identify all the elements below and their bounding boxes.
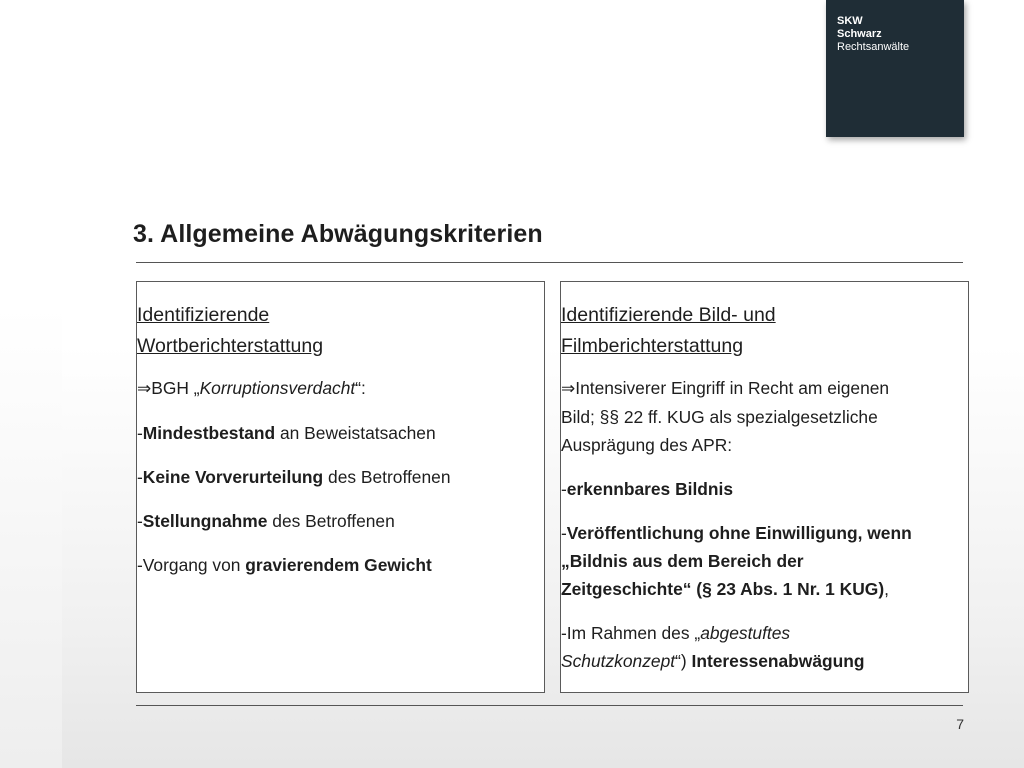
dash: - [137,555,143,575]
item-text: Vorgang von [142,555,246,575]
item-text: des Betroffenen [323,467,451,487]
item-tail: , [884,579,889,599]
right-list-item-2 [561,519,966,603]
bgh-suffix: “: [355,378,366,398]
bottom-divider [136,705,963,706]
left-background-band [0,0,62,768]
item-bold: Stellungnahme [142,511,268,531]
dash: - [137,511,143,531]
item-bold: Mindestbestand [142,423,276,443]
logo-line-skw: SKW [837,15,863,27]
item-text: des Betroffenen [267,511,395,531]
dash: - [561,523,567,543]
dash: - [561,623,567,643]
item-bold: Interessenabwägung [691,651,865,671]
item-bold-line1: Veröffentlichung ohne Einwilligung, wenn [566,523,912,543]
implies-arrow-icon: ⇒ [137,379,152,398]
top-divider [136,262,963,263]
page-number: 7 [956,716,964,732]
item-bold-line2: „Bildnis aus dem Bereich der [561,551,804,571]
item-bold: erkennbares Bildnis [566,479,734,499]
right-heading-line1: Identifizierende Bild- und [561,304,776,326]
bgh-case-name: Korruptionsverdacht [199,378,356,398]
left-list-item-1 [137,419,542,447]
left-textbox-wortberichterstattung [136,281,545,693]
item-bold: gravierendem Gewicht [245,555,432,575]
left-heading-line1: Identifizierende [137,304,270,326]
item-text: Im Rahmen des „ [566,623,701,643]
item-italic-line2: Schutzkonzept [561,651,676,671]
intro-line3: Ausprägung des APR: [561,435,733,455]
dash: - [137,467,143,487]
item-bold-line3: Zeitgeschichte“ (§ 23 Abs. 1 Nr. 1 KUG) [561,579,885,599]
bgh-line [137,374,542,403]
right-list-item-3 [561,619,966,675]
logo-line-schwarz: Schwarz [837,28,882,40]
left-list-item-4 [137,551,542,579]
slide-title: 3. Allgemeine Abwägungskriterien [133,220,543,248]
left-list-item-2 [137,463,542,491]
right-intro [561,374,966,459]
intro-line1: Intensiverer Eingriff in Recht am eigenen [575,378,890,398]
item-bold: Keine Vorverurteilung [142,467,324,487]
item-italic-line1: abgestuftes [700,623,791,643]
item-mid: “) [675,651,692,671]
right-list-item-1 [561,475,966,503]
right-heading [561,300,966,362]
right-heading-line2: Filmberichterstattung [561,335,744,357]
left-heading-line2: Wortberichterstattung [137,335,324,357]
dash: - [561,479,567,499]
skw-schwarz-logo [826,0,964,137]
intro-line2: Bild; §§ 22 ff. KUG als spezialgesetzliche [561,407,878,427]
left-heading [137,300,542,362]
implies-arrow-icon: ⇒ [561,379,576,398]
logo-line-rechtsanwaelte: Rechtsanwälte [837,41,910,53]
bgh-prefix: BGH „ [151,378,200,398]
item-text: an Beweistatsachen [275,423,436,443]
left-list-item-3 [137,507,542,535]
dash: - [137,423,143,443]
right-textbox-bildberichterstattung [560,281,969,693]
